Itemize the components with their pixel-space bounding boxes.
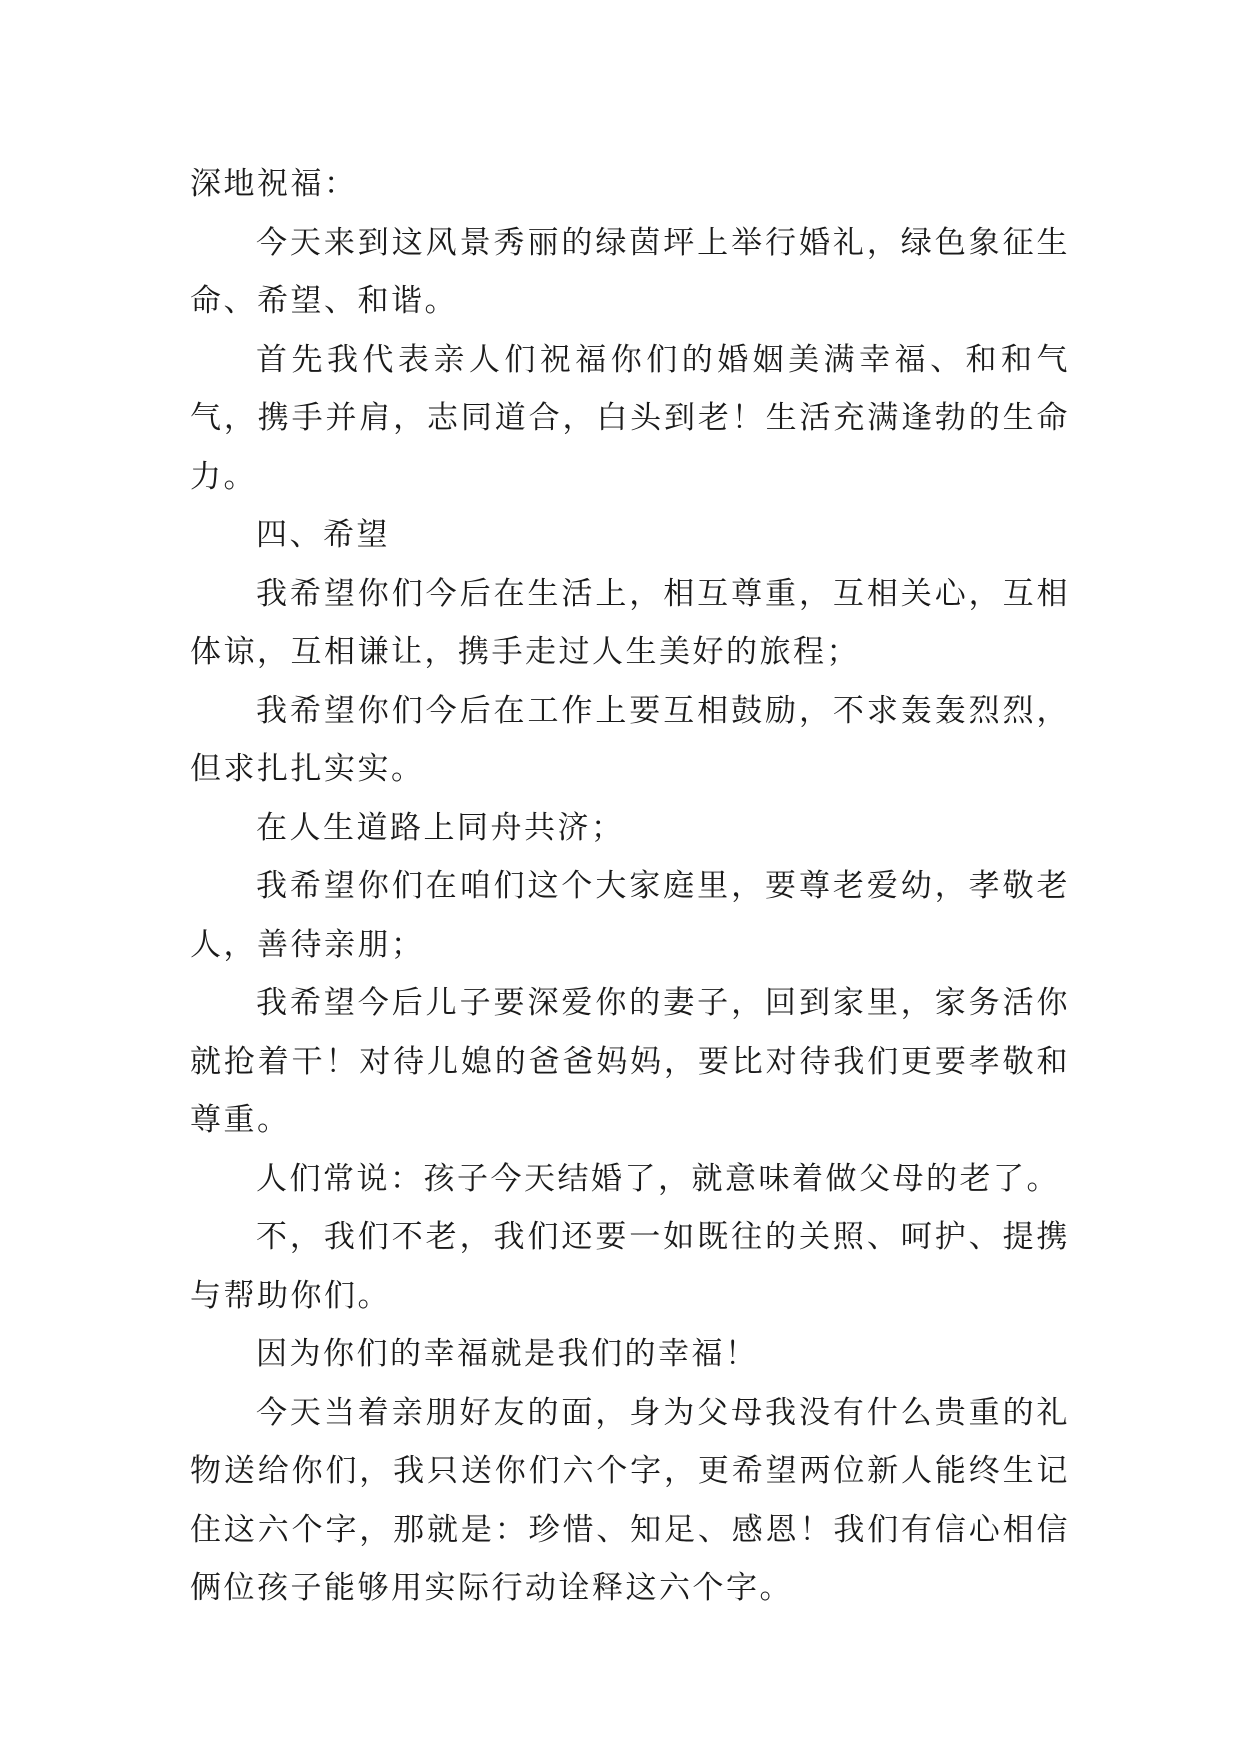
- section-heading: 四、希望: [256, 517, 390, 553]
- paragraph: 今天来到这风景秀丽的绿茵坪上举行婚礼，绿色象征生命、希望、和谐。: [190, 224, 1070, 319]
- paragraph: 不，我们不老，我们还要一如既往的关照、呵护、提携与帮助你们。: [190, 1219, 1070, 1314]
- paragraph: 今天当着亲朋好友的面，身为父母我没有什么贵重的礼物送给你们，我只送你们六个字，更希望两位新人能终生记住这六个字，那就是：珍惜、知足、感恩！我们有信心相信俩位孩子能够用实际行动诠释这六个字。: [190, 1394, 1070, 1606]
- paragraph: 首先我代表亲人们祝福你们的婚姻美满幸福、和和气气，携手并肩，志同道合，白头到老！生活充满逢勃的生命力。: [190, 341, 1070, 495]
- paragraph: 因为你们的幸福就是我们的幸福！: [256, 1336, 759, 1372]
- document-body: [190, 155, 1070, 1618]
- paragraph: 人们常说：孩子今天结婚了，就意味着做父母的老了。: [256, 1160, 1060, 1197]
- paragraph: 我希望你们今后在生活上，相互尊重，互相关心，互相体谅，互相谦让，携手走过人生美好的旅程；: [190, 575, 1070, 670]
- paragraph: 深地祝福：: [190, 166, 358, 202]
- paragraph: 在人生道路上同舟共济；: [256, 809, 625, 846]
- paragraph: 我希望今后儿子要深爱你的妻子，回到家里，家务活你就抢着干！对待儿媳的爸爸妈妈，要比对待我们更要孝敬和尊重。: [190, 985, 1070, 1138]
- paragraph: 我希望你们在咱们这个大家庭里，要尊老爱幼，孝敬老人，善待亲朋；: [190, 868, 1070, 963]
- paragraph: 我希望你们今后在工作上要互相鼓励，不求轰轰烈烈，但求扎扎实实。: [190, 692, 1070, 787]
